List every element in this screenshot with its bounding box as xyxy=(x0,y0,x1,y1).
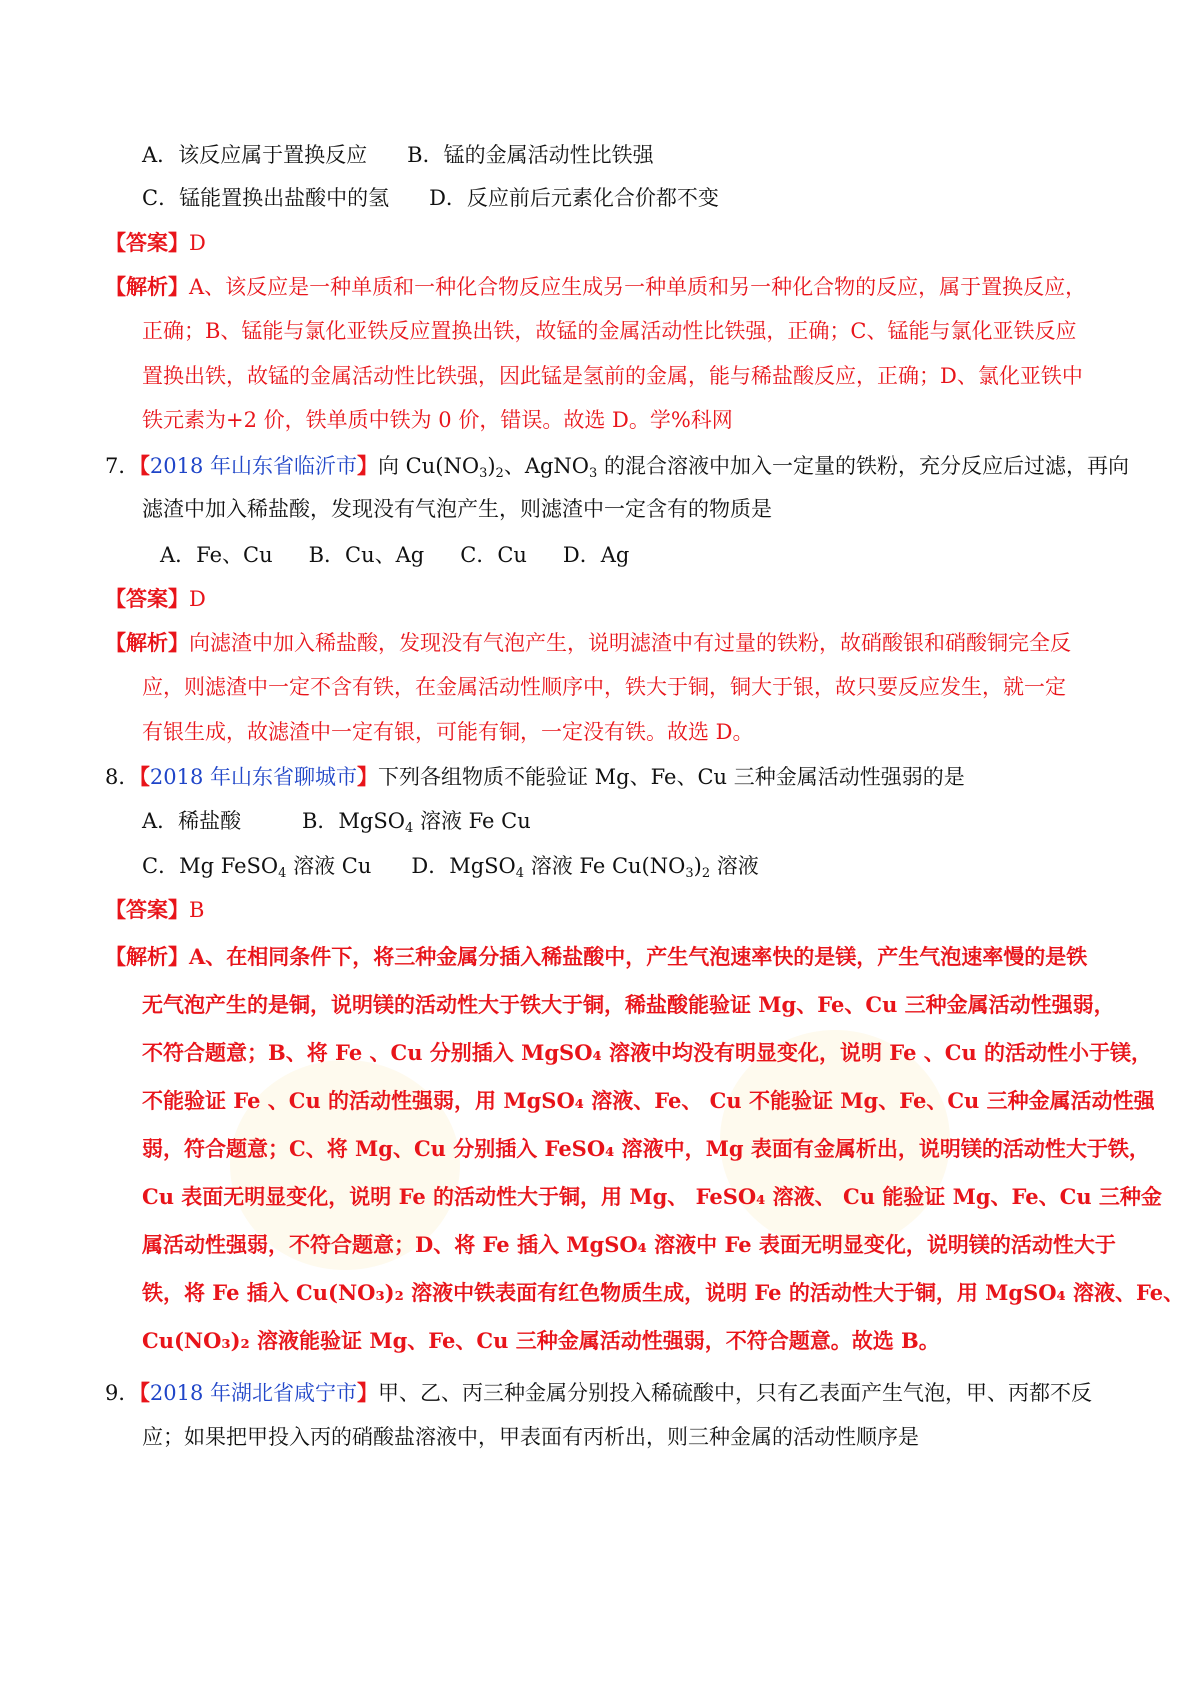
q8-option-d-text: 溶液 xyxy=(710,854,759,878)
subscript: 4 xyxy=(404,821,414,836)
q6-options-row2 xyxy=(142,183,719,213)
q8-option-d-text: D．MgSO xyxy=(411,854,516,878)
q7-stem-text: 、AgNO xyxy=(503,454,590,478)
q8-option-a: A．稀盐酸 xyxy=(142,809,242,833)
subscript: 3 xyxy=(589,466,598,481)
analysis-text: A、在相同条件下，将三种金属分插入稀盐酸中，产生气泡速率快的是镁，产生气泡速率慢的是铁 xyxy=(189,944,1088,969)
q9-stem-text: 甲、乙、丙三种金属分别投入稀硫酸中，只有乙表面产生气泡，甲、丙都不反 xyxy=(378,1381,1092,1405)
q7-option-d: D．Ag xyxy=(562,543,630,567)
q8-analysis-line-1 xyxy=(105,942,1087,972)
q8-analysis-line-3: 不符合题意；B、将 Fe 、Cu 分别插入 MgSO₄ 溶液中均没有明显变化，说明 Fe 、Cu 的活动性小于镁， xyxy=(142,1040,1153,1065)
q6-analysis-line-2: 正确；B、锰能与氯化亚铁反应置换出铁，故锰的金属活动性比铁强，正确；C、锰能与氯化亚铁反应 xyxy=(142,319,1077,343)
q8-analysis-line-8: 铁，将 Fe 插入 Cu(NO₃)₂ 溶液中铁表面有红色物质生成，说明 Fe 的活动性大于铜，用 MgSO₄ 溶液、Fe、 xyxy=(142,1280,1185,1305)
q8-analysis-line-6: Cu 表面无明显变化，说明 Fe 的活动性大于铜，用 Mg、 FeSO₄ 溶液、 Cu 能验证 Mg、Fe、Cu 三种金 xyxy=(142,1184,1162,1209)
q8-option-d xyxy=(411,851,758,881)
subscript: 2 xyxy=(701,866,711,881)
q8-source: 2018 年山东省聊城市 xyxy=(149,765,357,789)
q8-analysis-line-7: 属活动性强弱，不符合题意；D、将 Fe 插入 MgSO₄ 溶液中 Fe 表面无明显变化，说明镁的活动性大于 xyxy=(142,1232,1116,1257)
q8-options-row2 xyxy=(142,851,759,881)
answer-value: D xyxy=(189,231,206,255)
q8-option-b-text: B．MgSO xyxy=(302,809,405,833)
analysis-tag: 【解析】 xyxy=(105,630,189,655)
subscript: 4 xyxy=(515,866,525,881)
answer-tag: 【答案】 xyxy=(105,897,189,922)
q8-option-b-text: 溶液 Fe Cu xyxy=(413,809,531,833)
q7-option-c: C．Cu xyxy=(460,543,527,567)
q8-analysis-line-4: 不能验证 Fe 、Cu 的活动性强弱，用 MgSO₄ 溶液、Fe、 Cu 不能验证 Mg、Fe、Cu 三种金属活动性强 xyxy=(142,1088,1155,1113)
q8-analysis-line-9: Cu(NO₃)₂ 溶液能验证 Mg、Fe、Cu 三种金属活动性强弱，不符合题意。故选 B。 xyxy=(142,1328,940,1353)
q8-stem-text: 下列各组物质不能验证 Mg、Fe、Cu 三种金属活动性强弱的是 xyxy=(378,765,965,789)
q7-stem-text: 的混合溶液中加入一定量的铁粉，充分反应后过滤，再向 xyxy=(597,454,1129,478)
q8-analysis-line-5: 弱，符合题意；C、将 Mg、Cu 分别插入 FeSO₄ 溶液中，Mg 表面有金属析出，说明镁的活动性大于铁， xyxy=(142,1136,1150,1161)
q7-answer xyxy=(105,584,206,614)
q6-option-b: B．锰的金属活动性比铁强 xyxy=(407,143,654,167)
subscript: 3 xyxy=(685,866,694,881)
answer-tag: 【答案】 xyxy=(105,586,189,611)
q8-answer xyxy=(105,895,204,925)
q7-options xyxy=(160,540,629,570)
q8-analysis-line-2: 无气泡产生的是铜，说明镁的活动性大于铁大于铜，稀盐酸能验证 Mg、Fe、Cu 三种金属活动性强弱， xyxy=(142,992,1115,1017)
analysis-tag: 【解析】 xyxy=(105,274,189,299)
q7-analysis-line-2: 应，则滤渣中一定不含有铁，在金属活动性顺序中，铁大于铜，铜大于银，故只要反应发生，就一定 xyxy=(142,675,1066,699)
q7-stem-text: ) xyxy=(487,454,496,478)
subscript: 4 xyxy=(278,866,287,881)
subscript: 2 xyxy=(495,466,504,481)
analysis-text: 向滤渣中加入稀盐酸，发现没有气泡产生，说明滤渣中有过量的铁粉，故硝酸银和硝酸铜完全反 xyxy=(189,631,1071,655)
q6-option-d: D．反应前后元素化合价都不变 xyxy=(429,186,719,210)
q8-option-c-text: C．Mg FeSO xyxy=(142,854,279,878)
q6-analysis-line-4: 铁元素为+2 价，铁单质中铁为 0 价，错误。故选 D。学%科网 xyxy=(142,408,733,432)
q6-option-a: A．该反应属于置换反应 xyxy=(142,143,368,167)
q7-analysis-line-3: 有银生成，故滤渣中一定有银，可能有铜，一定没有铁。故选 D。 xyxy=(142,720,754,744)
q6-answer xyxy=(105,228,206,258)
q9-stem-line-2: 应；如果把甲投入丙的硝酸盐溶液中，甲表面有丙析出，则三种金属的活动性顺序是 xyxy=(142,1425,919,1449)
q6-options-row1 xyxy=(142,140,654,170)
q7-option-b: B．Cu、Ag xyxy=(308,543,425,567)
q8-option-d-text: ) xyxy=(693,854,702,878)
q7-stem-text: 向 Cu(NO xyxy=(378,454,480,478)
q8-option-d-text: 溶液 Fe Cu(NO xyxy=(524,854,686,878)
answer-value: D xyxy=(189,587,206,611)
q8-number: 8． xyxy=(105,765,140,789)
q6-analysis-line-1 xyxy=(105,272,1086,302)
q7-source: 2018 年山东省临沂市 xyxy=(149,454,357,478)
q8-stem: 8．【2018 年山东省聊城市】下列各组物质不能验证 Mg、Fe、Cu 三种金属活动性强弱的是 xyxy=(105,764,965,789)
q6-option-c: C．锰能置换出盐酸中的氢 xyxy=(142,186,390,210)
q7-stem-line-2: 滤渣中加入稀盐酸，发现没有气泡产生，则滤渣中一定含有的物质是 xyxy=(142,497,772,521)
q9-source: 2018 年湖北省咸宁市 xyxy=(149,1381,357,1405)
q7-stem-line-1: 7．【2018 年山东省临沂市】向 $Cu(NO_3)_2$、AgNO$_3$ 的混合溶液中加入一定量的铁粉，充分反应后过滤，再向 xyxy=(105,453,1129,481)
q8-option-b xyxy=(302,806,531,836)
answer-value: B xyxy=(189,898,205,922)
q8-option-c xyxy=(142,851,371,881)
analysis-tag: 【解析】 xyxy=(105,944,189,969)
q7-analysis-line-1 xyxy=(105,628,1071,658)
answer-tag: 【答案】 xyxy=(105,230,189,255)
q8-options-row1 xyxy=(142,806,531,836)
q6-analysis-line-3: 置换出铁，故锰的金属活动性比铁强，因此锰是氢前的金属，能与稀盐酸反应，正确；D、氯化亚铁中 xyxy=(142,364,1083,388)
q9-stem-line-1: 9．【2018 年湖北省咸宁市】甲、乙、丙三种金属分别投入稀硫酸中，只有乙表面产生气泡，甲、丙都不反 xyxy=(105,1380,1092,1405)
subscript: 3 xyxy=(479,466,488,481)
q8-option-c-text: 溶液 Cu xyxy=(286,854,372,878)
analysis-text: A、该反应是一种单质和一种化合物反应生成另一种单质和另一种化合物的反应，属于置换反应， xyxy=(189,275,1087,299)
q7-number: 7． xyxy=(105,454,140,478)
q9-number: 9． xyxy=(105,1381,140,1405)
q7-option-a: A．Fe、Cu xyxy=(160,543,273,567)
